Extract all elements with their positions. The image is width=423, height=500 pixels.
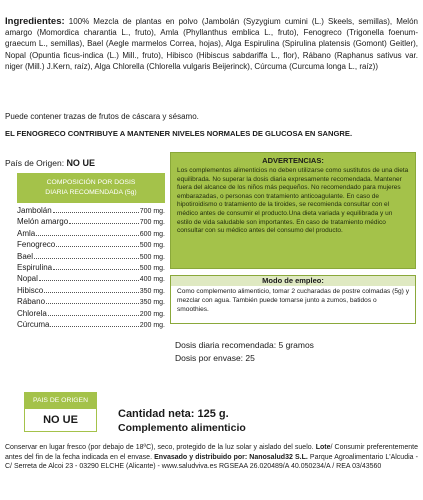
composition-row	[17, 274, 165, 285]
composition-row	[17, 263, 165, 274]
composition-table	[17, 206, 165, 331]
ingredients-heading: Ingredientes:	[5, 16, 65, 27]
ingredient-name: Bael	[17, 251, 34, 261]
ingredient-amount: 500 mg.	[139, 242, 165, 250]
ingredient-amount: 700 mg.	[139, 208, 165, 215]
lot-label: Lote	[315, 444, 331, 451]
composition-header	[17, 173, 165, 203]
leader-dots	[50, 326, 138, 327]
leader-dots	[34, 258, 139, 259]
composition-row	[17, 217, 165, 228]
net-quantity-value: 125 g.	[197, 408, 229, 420]
ingredient-name: Cúrcuma	[17, 319, 50, 329]
ingredient-amount: 200 mg.	[139, 310, 165, 318]
leader-dots	[53, 269, 139, 270]
ingredients-block	[5, 16, 418, 72]
ingredient-name: Rábano	[17, 297, 46, 307]
health-claim: EL FENOGRECO CONTRIBUYE A MANTENER NIVELES NORMALES DE GLUCOSA EN SANGRE.	[5, 129, 353, 138]
ingredient-name: Fenogreco	[17, 240, 56, 250]
ingredient-amount: 350 mg.	[139, 287, 165, 295]
doses-per-pack-label: Dosis por envase:	[175, 353, 244, 363]
doses-per-pack	[175, 353, 255, 363]
net-quantity-label: Cantidad neta:	[118, 408, 195, 420]
distributor-label: Envasado y distribuido por: Nanosalud32 S.L.	[154, 453, 308, 461]
address-text: Parque Agroalimentario L'Alcudia - C/ Serreta de Alcoi 23 - 03290 ELCHE (Alicante) - www.saludviva.es RGSEAA 26.020489/A 40.050234/A / REA 03/43560	[5, 453, 418, 471]
leader-dots	[56, 246, 138, 247]
leader-dots	[53, 212, 139, 213]
warnings-box	[170, 152, 416, 269]
product-type: Complemento alimenticio	[118, 422, 246, 434]
footer-text	[5, 443, 418, 472]
ingredient-amount: 500 mg.	[139, 264, 165, 272]
ingredient-amount: 200 mg.	[139, 321, 165, 329]
net-quantity	[118, 408, 229, 420]
ingredient-amount: 600 mg.	[139, 230, 165, 238]
composition-row	[17, 297, 165, 308]
leader-dots	[39, 280, 139, 281]
storage-text: Conservar en lugar fresco (por debajo de 18ºC), seco, protegido de la luz solar y aislado del suelo.	[5, 444, 314, 451]
daily-dose	[175, 340, 314, 350]
usage-text: Como complemento alimenticio, tomar 2 cucharadas de postre colmadas (5g) y mezclar con agua. También puede tomarse junto a zumos, batidos o smoothies.	[177, 288, 409, 313]
ingredient-name: Melón amargo	[17, 217, 69, 227]
leader-dots	[46, 303, 139, 304]
daily-dose-value: 5 gramos	[278, 340, 314, 350]
ingredient-amount: 700 mg.	[139, 219, 165, 227]
composition-title-line2: DIARIA RECOMENDADA (5g)	[45, 189, 137, 196]
origin-line	[5, 158, 95, 168]
leader-dots	[69, 223, 139, 224]
allergen-note: Puede contener trazas de frutos de cáscara y sésamo.	[5, 112, 199, 121]
ingredient-name: Nopal	[17, 274, 38, 284]
ingredient-name: Chlorela	[17, 308, 47, 318]
ingredient-name: Espirulina	[17, 262, 53, 272]
warnings-text: Los complementos alimenticios no deben utilizarse como sustitutos de una dieta equilibrada. No superar la dosis diaria expresamente recomendada. Mantener fuera del alcance de los niños más pequeños. No recomendado para mujeres embarazadas, o personas con tratamiento anticoagulante. En caso de hipotiroidismo o tratamiento de la tiroides, se recomienda consultar con el médico antes de consumir el producto.Una dieta variada y equilibrada y un estilo de vida saludable son importantes. En caso de tratamiento médico consultar con su médico antes del consumo del producto.	[177, 167, 409, 235]
ingredient-amount: 350 mg.	[139, 299, 165, 307]
composition-row	[17, 240, 165, 251]
origin-label: País de Origen:	[5, 158, 65, 168]
composition-row	[17, 206, 165, 217]
composition-row	[17, 229, 165, 240]
leader-dots	[44, 292, 138, 293]
ingredient-name: Amla	[17, 228, 36, 238]
lot-text: / Consumir preferentemente antes del fin de la fecha indicada en el envase.	[5, 444, 418, 461]
usage-box	[170, 275, 416, 324]
warnings-title: ADVERTENCIAS:	[262, 156, 324, 165]
composition-row	[17, 252, 165, 263]
ingredient-amount: 500 mg.	[139, 253, 165, 261]
composition-title-line1: COMPOSICIÓN POR DOSIS	[46, 179, 136, 186]
composition-row	[17, 309, 165, 320]
origin-badge-value: NO UE	[43, 414, 78, 426]
origin-badge	[24, 392, 97, 432]
leader-dots	[36, 235, 138, 236]
origin-badge-title: PAIS DE ORIGEN	[25, 393, 96, 409]
ingredient-amount: 400 mg.	[139, 276, 165, 284]
doses-per-pack-value: 25	[245, 353, 255, 363]
composition-row	[17, 320, 165, 331]
daily-dose-label: Dosis diaria recomendada:	[175, 340, 277, 350]
ingredient-name: Hibisco	[17, 285, 44, 295]
composition-row	[17, 286, 165, 297]
ingredient-name: Jambolán	[17, 206, 52, 215]
usage-title: Modo de empleo:	[171, 276, 415, 286]
ingredients-text: 100% Mezcla de plantas en polvo (Jambolán (Syzygium cumini (L.) Skeels, semillas), Melón amargo (Momordica charantia L., fruto), Amla (Phyllanthus emblica L., fruto), Fenogreco (Trigonella foenum-graecum L., semillas), Bael (Aegle marmelos Correa, hojas), Alga Espirulina (Spirulina platensis (Gomont) Geitler), Nopal (Opuntia ficus-indica (L.) Mill., fruto), Hibisco (Hibiscus sabdariffa L., flor), Rábano (Raphanus sativus var. niger (Mill.) J.Kern, raíz), Alga Chlorella (Chlorella vulgaris Beijerinck), Cúrcuma (Curcuma longa L., raíz))	[5, 17, 418, 71]
origin-value: NO UE	[66, 158, 95, 168]
leader-dots	[48, 315, 139, 316]
